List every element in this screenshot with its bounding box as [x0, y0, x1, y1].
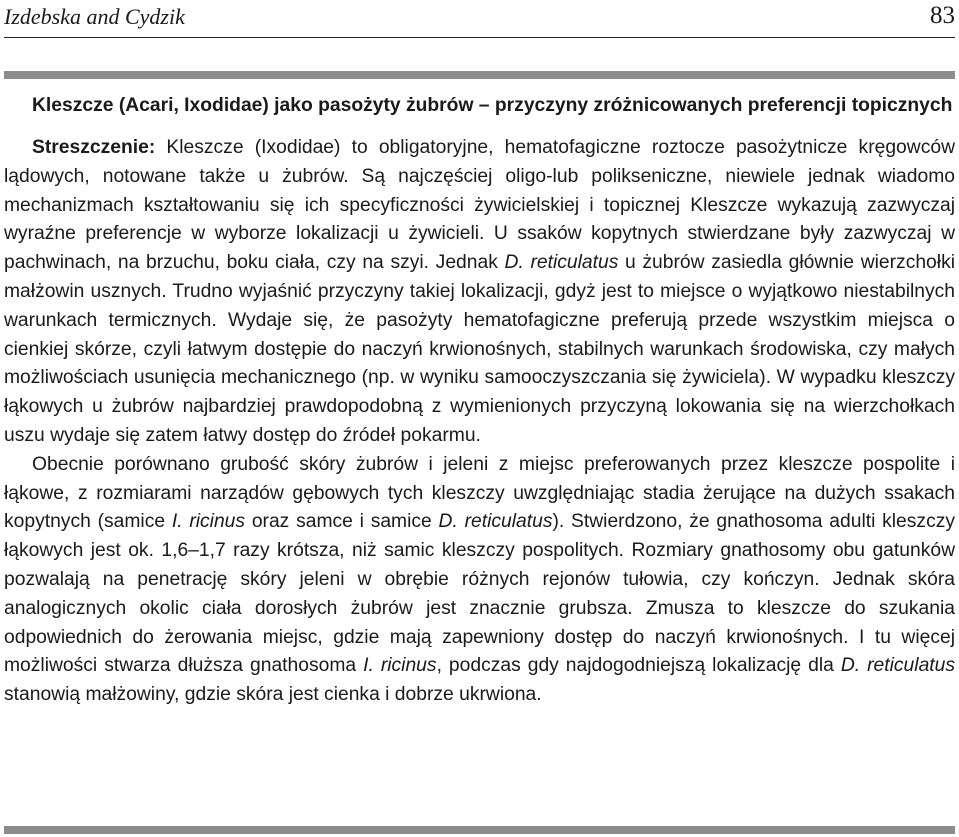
species-name: I. ricinus	[171, 511, 246, 533]
abstract-text: u żubrów zasiedla głównie wierzchołki małżowin usznych. Trudno wyjaśnić przyczyny takiej lokalizacji, gdyż jest to miejsce o wyjątkowo niestabilnych warunkach termicznych. Wydaje się, że pasożyty hematofagiczne preferują przede wszystkim miejsca o cienkiej skórze, czyli łatwym dostępie do naczyń krwionośnych, stabilnych warunkach środowiska, czy małych możliwościach usunięcia mechanicznego (np. w wyniku samooczyszczania się żywiciela). W wypadku kleszczy łąkowych u żubrów najbardziej prawdopodobną z wymienionych przyczyną lokowania się na wierzchołkach uszu wydaje się zatem łatwy dostęp do źródeł pokarmu.	[4, 252, 955, 446]
paragraph-text: , podczas gdy najdogodniejszą lokalizację dla	[436, 655, 841, 677]
body-paragraph	[4, 451, 955, 710]
article-body	[4, 93, 955, 710]
abstract-label: Streszczenie:	[32, 137, 156, 158]
paragraph-text: Obecnie porównano grubość skóry żubrów i jeleni z miejsc preferowanych przez kleszcze pospolite i łąkowe, z rozmiarami narządów gębowych tych kleszczy uwzględniając stadia żerujące na dużych ssakach kopytnych (samice	[4, 453, 955, 533]
paragraph-text: stanowią małżowiny, gdzie skóra jest cienka i dobrze ukrwiona.	[4, 684, 542, 706]
page-header	[4, 0, 955, 36]
species-name: D. reticulatus	[504, 252, 619, 274]
species-name: D. reticulatus	[438, 511, 553, 533]
abstract-text: Kleszcze (Ixodidae) to obligatoryjne, hematofagiczne roztocze pasożytnicze kręgowców lądowych, notowane także u żubrów. Są najczęściej oligo-lub polikseniczne, niewiele jednak wiadomo mechanizmach kształtowaniu się ich specyficzności żywicielskiej i topicznej Kleszcze wykazują zazwyczaj wyraźne preferencje w wyborze lokalizacji u żywicieli. U ssaków kopytnych stwierdzane były zazwyczaj w pachwinach, na brzuchu, boku ciała, czy na szyi. Jednak	[4, 137, 955, 274]
abstract-paragraph	[4, 134, 955, 451]
page-number: 83	[930, 2, 955, 29]
running-head: Izdebska and Cydzik	[4, 4, 185, 29]
paragraph-text: oraz samce i samice	[245, 511, 439, 533]
article-title: Kleszcze (Acari, Ixodidae) jako pasożyty żubrów – przyczyny zróżnicowanych preferencji topicznych	[32, 95, 953, 116]
paragraph-text: ). Stwierdzono, że gnathosoma adulti kleszczy łąkowych jest ok. 1,6–1,7 razy krótsza, niż samic kleszczy pospolitych. Rozmiary gnathosomy obu gatunków pozwalają na penetrację skóry jeleni w obrębie różnych rejonów tułowia, czy kończyn. Jednak skóra analogicznych okolic ciała dorosłych żubrów jest znacznie grubsza. Zmusza to kleszcze do szukania odpowiednich do żerowania miejsc, gdzie mają zapewniony dostęp do naczyń krwionośnych. I tu więcej możliwości stwarza dłuższa gnathosoma	[4, 511, 955, 677]
species-name: D. reticulatus	[840, 655, 956, 677]
bottom-band	[4, 826, 955, 834]
header-rule	[4, 37, 955, 38]
top-band	[4, 71, 955, 79]
species-name: I. ricinus	[363, 655, 437, 677]
